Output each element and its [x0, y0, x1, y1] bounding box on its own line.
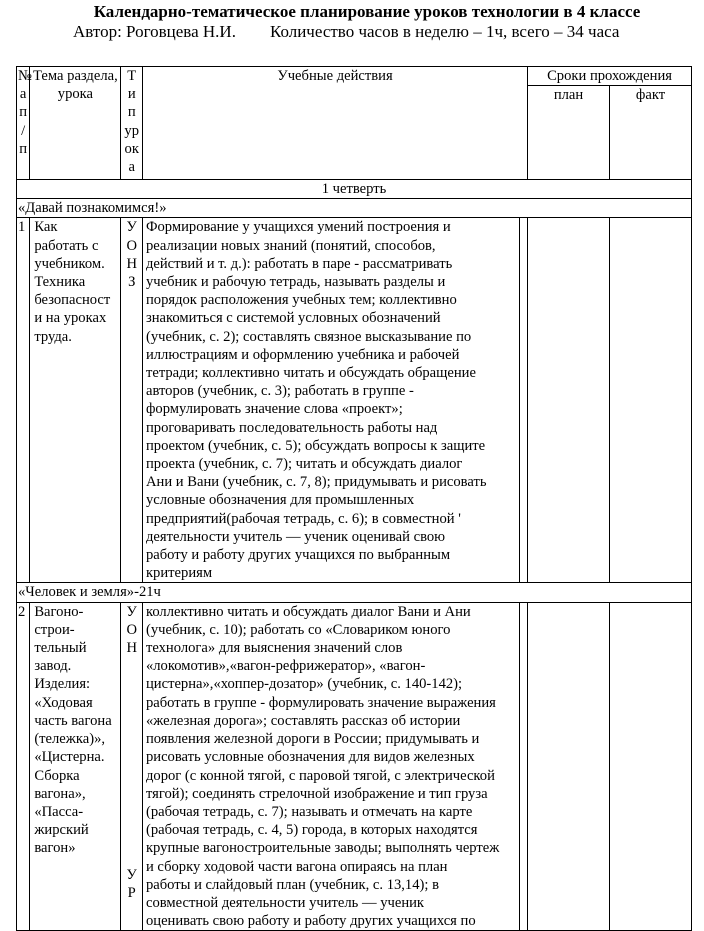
num-column-header: № а п / п [17, 67, 30, 180]
table-header-row [17, 67, 692, 86]
lesson-number: 2 [17, 602, 30, 931]
table-row [17, 602, 692, 931]
lesson-activities: Формирование у учащихся умений построения и реализации новых знаний (понятий, способов, действий и т. д.): работать в паре - рассматривать учебник и рабочую тетрадь, называть разделы и порядок расположения учебных тем; коллективно знакомиться с системой условных обозначений (учебник, с. 2); составлять связное высказывание по иллюстрациям и оформлению учебника и рабочей тетради; коллективно читать и обсуждать обращение авторов (учебник, с. 3); работать в группе - формулировать значение слова «проект»; проговаривать последовательность работы над проектом (учебник, с. 5); обсуждать вопросы к защите проекта (учебник, с. 7); читать и обсуждать диалог Ани и Вани (учебник, с. 7, 8); придумывать и рисовать условные обозначения для промышленных предприятий(рабочая тетрадь, с. 6); в совместной ' деятельности учитель — ученик оценивай свою работу и работу других учащихся по выбранным критериям [142, 218, 519, 583]
topic-column-header: Тема раздела, урока [30, 67, 121, 180]
lesson-type: У О Н З [121, 218, 143, 583]
quarter-label: 1 четверть [17, 180, 692, 199]
plan-date-cell [528, 602, 610, 931]
lesson-number: 1 [17, 218, 30, 583]
quarter-row [17, 180, 692, 199]
dates-column-header: Сроки прохождения [528, 67, 692, 86]
section-row [17, 199, 692, 218]
planning-table [16, 66, 692, 931]
activities-column-header: Учебные действия [142, 67, 527, 180]
lesson-topic: Как работать с учебником. Техника безопасност и на уроках труда. [30, 218, 121, 583]
plan-column-header: план [528, 86, 610, 180]
table-row [17, 218, 692, 583]
gap-cell [519, 218, 527, 583]
fact-date-cell [610, 218, 692, 583]
fact-date-cell [610, 602, 692, 931]
gap-cell [519, 602, 527, 931]
section-title: «Человек и земля»-21ч [17, 583, 692, 602]
fact-column-header: факт [610, 86, 692, 180]
lesson-type: У О Н У Р [121, 602, 143, 931]
lesson-activities: коллективно читать и обсуждать диалог Вани и Ани (учебник, с. 10); работать со «Словариком юного технолога» для выяснения значений слов «локомотив»,«вагон-рефрижератор», «вагон- цистерна»,«хоппер-дозатор» (учебник, с. 140-142); работать в группе - формулировать значение выражения «железная дорога»; составлять рассказ об истории появления железной дороги в России; придумывать и рисовать условные обозначения для видов железных дорог (с конной тягой, с паровой тягой, с электрической тягой); соединять стрелочной изображение и тип груза (рабочая тетрадь, с. 7); называть и отмечать на карте (рабочая тетрадь, с. 4, 5) города, в которых находятся крупные вагоностроительные заводы; выполнять чертеж и сборку ходовой части вагона опираясь на план работы и слайдовый план (учебник, с. 13,14); в совместной деятельности учитель — ученик оценивать свою работу и работу других учащихся по [142, 602, 519, 931]
section-row [17, 583, 692, 602]
section-title: «Давай познакомимся!» [17, 199, 692, 218]
plan-date-cell [528, 218, 610, 583]
lesson-topic: Вагоно- строи- тельный завод. Изделия: «Ходовая часть вагона (тележка)», «Цистерна. Сборка вагона», «Пасса- жирский вагон» [30, 602, 121, 931]
page-title: Календарно-тематическое планирование уроков технологии в 4 классе [93, 2, 641, 21]
page-subtitle: Автор: Роговцева Н.И. Количество часов в неделю – 1ч, всего – 34 часа [73, 22, 620, 41]
type-column-header: Т и п ур ок а [121, 67, 143, 180]
